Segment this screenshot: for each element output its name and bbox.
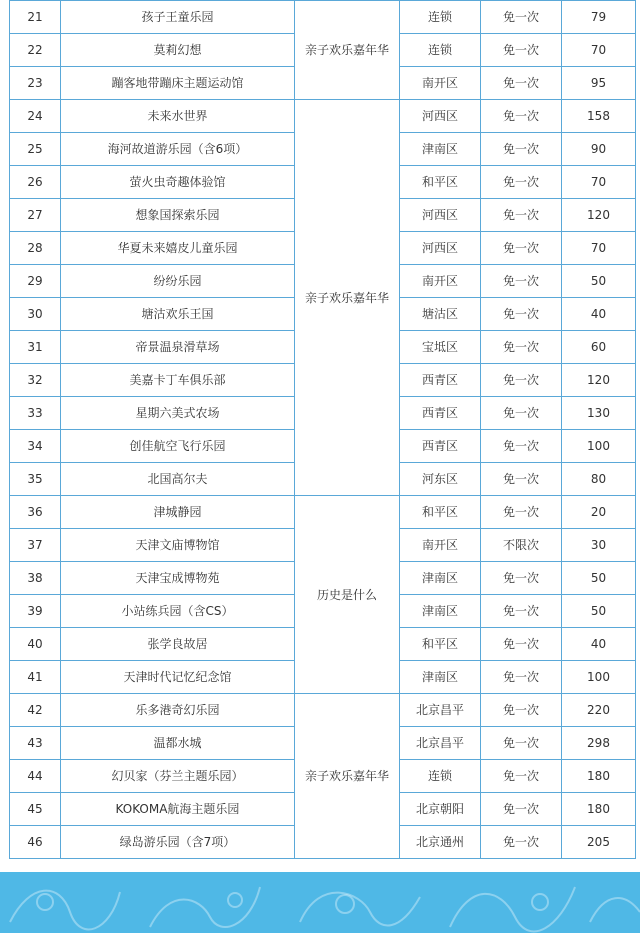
ticket-price: 50 [562, 595, 636, 628]
ticket-price: 20 [562, 496, 636, 529]
ticket-price: 40 [562, 298, 636, 331]
ticket-price: 80 [562, 463, 636, 496]
row-number: 26 [10, 166, 61, 199]
usage-count: 免一次 [481, 496, 562, 529]
attraction-name: 想象国探索乐园 [61, 199, 295, 232]
attraction-name: 天津时代记忆纪念馆 [61, 661, 295, 694]
attraction-table [9, 0, 636, 859]
row-number: 29 [10, 265, 61, 298]
row-number: 46 [10, 826, 61, 859]
district: 和平区 [400, 496, 481, 529]
attraction-name: 纷纷乐园 [61, 265, 295, 298]
ticket-price: 79 [562, 1, 636, 34]
row-number: 37 [10, 529, 61, 562]
category-label: 亲子欢乐嘉年华 [295, 1, 400, 100]
usage-count: 免一次 [481, 34, 562, 67]
row-number: 27 [10, 199, 61, 232]
usage-count: 免一次 [481, 562, 562, 595]
district: 和平区 [400, 166, 481, 199]
attraction-name: 小站练兵园（含CS） [61, 595, 295, 628]
category-label: 亲子欢乐嘉年华 [295, 100, 400, 496]
usage-count: 免一次 [481, 793, 562, 826]
attraction-name: 莫莉幻想 [61, 34, 295, 67]
usage-count: 免一次 [481, 166, 562, 199]
usage-count: 免一次 [481, 133, 562, 166]
district: 津南区 [400, 133, 481, 166]
usage-count: 免一次 [481, 463, 562, 496]
usage-count: 免一次 [481, 397, 562, 430]
district: 宝坻区 [400, 331, 481, 364]
ticket-price: 90 [562, 133, 636, 166]
district: 北京昌平 [400, 727, 481, 760]
category-label: 历史是什么 [295, 496, 400, 694]
attraction-name: 帝景温泉滑草场 [61, 331, 295, 364]
usage-count: 免一次 [481, 760, 562, 793]
usage-count: 免一次 [481, 661, 562, 694]
ticket-price: 40 [562, 628, 636, 661]
row-number: 30 [10, 298, 61, 331]
attraction-name: 张学良故居 [61, 628, 295, 661]
row-number: 24 [10, 100, 61, 133]
district: 北京朝阳 [400, 793, 481, 826]
row-number: 34 [10, 430, 61, 463]
usage-count: 免一次 [481, 694, 562, 727]
attraction-name: 孩子王童乐园 [61, 1, 295, 34]
row-number: 31 [10, 331, 61, 364]
attraction-name: 华夏未来嬉皮儿童乐园 [61, 232, 295, 265]
usage-count: 免一次 [481, 826, 562, 859]
ticket-price: 70 [562, 232, 636, 265]
district: 北京通州 [400, 826, 481, 859]
ticket-price: 70 [562, 166, 636, 199]
row-number: 45 [10, 793, 61, 826]
ticket-price: 180 [562, 760, 636, 793]
usage-count: 免一次 [481, 265, 562, 298]
attraction-name: 萤火虫奇趣体验馆 [61, 166, 295, 199]
attraction-name: 塘沽欢乐王国 [61, 298, 295, 331]
ticket-price: 70 [562, 34, 636, 67]
row-number: 43 [10, 727, 61, 760]
district: 塘沽区 [400, 298, 481, 331]
usage-count: 免一次 [481, 199, 562, 232]
usage-count: 免一次 [481, 331, 562, 364]
swirl-pattern-icon [0, 872, 640, 933]
usage-count: 免一次 [481, 364, 562, 397]
ticket-price: 220 [562, 694, 636, 727]
district: 西青区 [400, 364, 481, 397]
row-number: 22 [10, 34, 61, 67]
attraction-name: 北国高尔夫 [61, 463, 295, 496]
attraction-name: 创佳航空飞行乐园 [61, 430, 295, 463]
district: 连锁 [400, 34, 481, 67]
usage-count: 免一次 [481, 67, 562, 100]
district: 西青区 [400, 430, 481, 463]
ticket-price: 60 [562, 331, 636, 364]
district: 河东区 [400, 463, 481, 496]
usage-count: 免一次 [481, 232, 562, 265]
district: 西青区 [400, 397, 481, 430]
usage-count: 免一次 [481, 430, 562, 463]
attraction-name: 天津宝成博物苑 [61, 562, 295, 595]
usage-count: 免一次 [481, 727, 562, 760]
ticket-price: 205 [562, 826, 636, 859]
row-number: 33 [10, 397, 61, 430]
attraction-name: 幻贝家（芬兰主题乐园） [61, 760, 295, 793]
usage-count: 免一次 [481, 298, 562, 331]
attraction-name: 津城静园 [61, 496, 295, 529]
attraction-name: 天津文庙博物馆 [61, 529, 295, 562]
category-label: 亲子欢乐嘉年华 [295, 694, 400, 859]
row-number: 35 [10, 463, 61, 496]
district: 南开区 [400, 529, 481, 562]
attraction-name: 未来水世界 [61, 100, 295, 133]
ticket-price: 30 [562, 529, 636, 562]
ticket-price: 158 [562, 100, 636, 133]
ticket-price: 100 [562, 661, 636, 694]
attraction-table-body [10, 1, 636, 859]
usage-count: 免一次 [481, 100, 562, 133]
table-row [10, 496, 636, 529]
ticket-price: 120 [562, 364, 636, 397]
ticket-price: 120 [562, 199, 636, 232]
ticket-price: 50 [562, 562, 636, 595]
attraction-name: 美嘉卡丁车俱乐部 [61, 364, 295, 397]
table-row [10, 694, 636, 727]
attraction-name: KOKOMA航海主题乐园 [61, 793, 295, 826]
usage-count: 免一次 [481, 595, 562, 628]
district: 连锁 [400, 760, 481, 793]
district: 北京昌平 [400, 694, 481, 727]
district: 南开区 [400, 265, 481, 298]
district: 河西区 [400, 100, 481, 133]
usage-count: 免一次 [481, 1, 562, 34]
district: 津南区 [400, 562, 481, 595]
ticket-price: 130 [562, 397, 636, 430]
ticket-price: 298 [562, 727, 636, 760]
ticket-price: 50 [562, 265, 636, 298]
district: 河西区 [400, 232, 481, 265]
district: 津南区 [400, 595, 481, 628]
row-number: 39 [10, 595, 61, 628]
district: 南开区 [400, 67, 481, 100]
row-number: 28 [10, 232, 61, 265]
ticket-price: 180 [562, 793, 636, 826]
row-number: 42 [10, 694, 61, 727]
district: 津南区 [400, 661, 481, 694]
table-row [10, 100, 636, 133]
district: 和平区 [400, 628, 481, 661]
ticket-price: 95 [562, 67, 636, 100]
attraction-name: 星期六美式农场 [61, 397, 295, 430]
row-number: 23 [10, 67, 61, 100]
district: 连锁 [400, 1, 481, 34]
row-number: 32 [10, 364, 61, 397]
row-number: 25 [10, 133, 61, 166]
district: 河西区 [400, 199, 481, 232]
row-number: 36 [10, 496, 61, 529]
usage-count: 免一次 [481, 628, 562, 661]
attraction-name: 乐多港奇幻乐园 [61, 694, 295, 727]
attraction-name: 温都水城 [61, 727, 295, 760]
row-number: 41 [10, 661, 61, 694]
row-number: 40 [10, 628, 61, 661]
attraction-name: 蹦客地带蹦床主题运动馆 [61, 67, 295, 100]
row-number: 44 [10, 760, 61, 793]
table-row [10, 1, 636, 34]
usage-count: 不限次 [481, 529, 562, 562]
attraction-name: 绿岛游乐园（含7项） [61, 826, 295, 859]
attraction-name: 海河故道游乐园（含6项） [61, 133, 295, 166]
decorative-footer-banner [0, 872, 640, 933]
row-number: 21 [10, 1, 61, 34]
row-number: 38 [10, 562, 61, 595]
ticket-price: 100 [562, 430, 636, 463]
